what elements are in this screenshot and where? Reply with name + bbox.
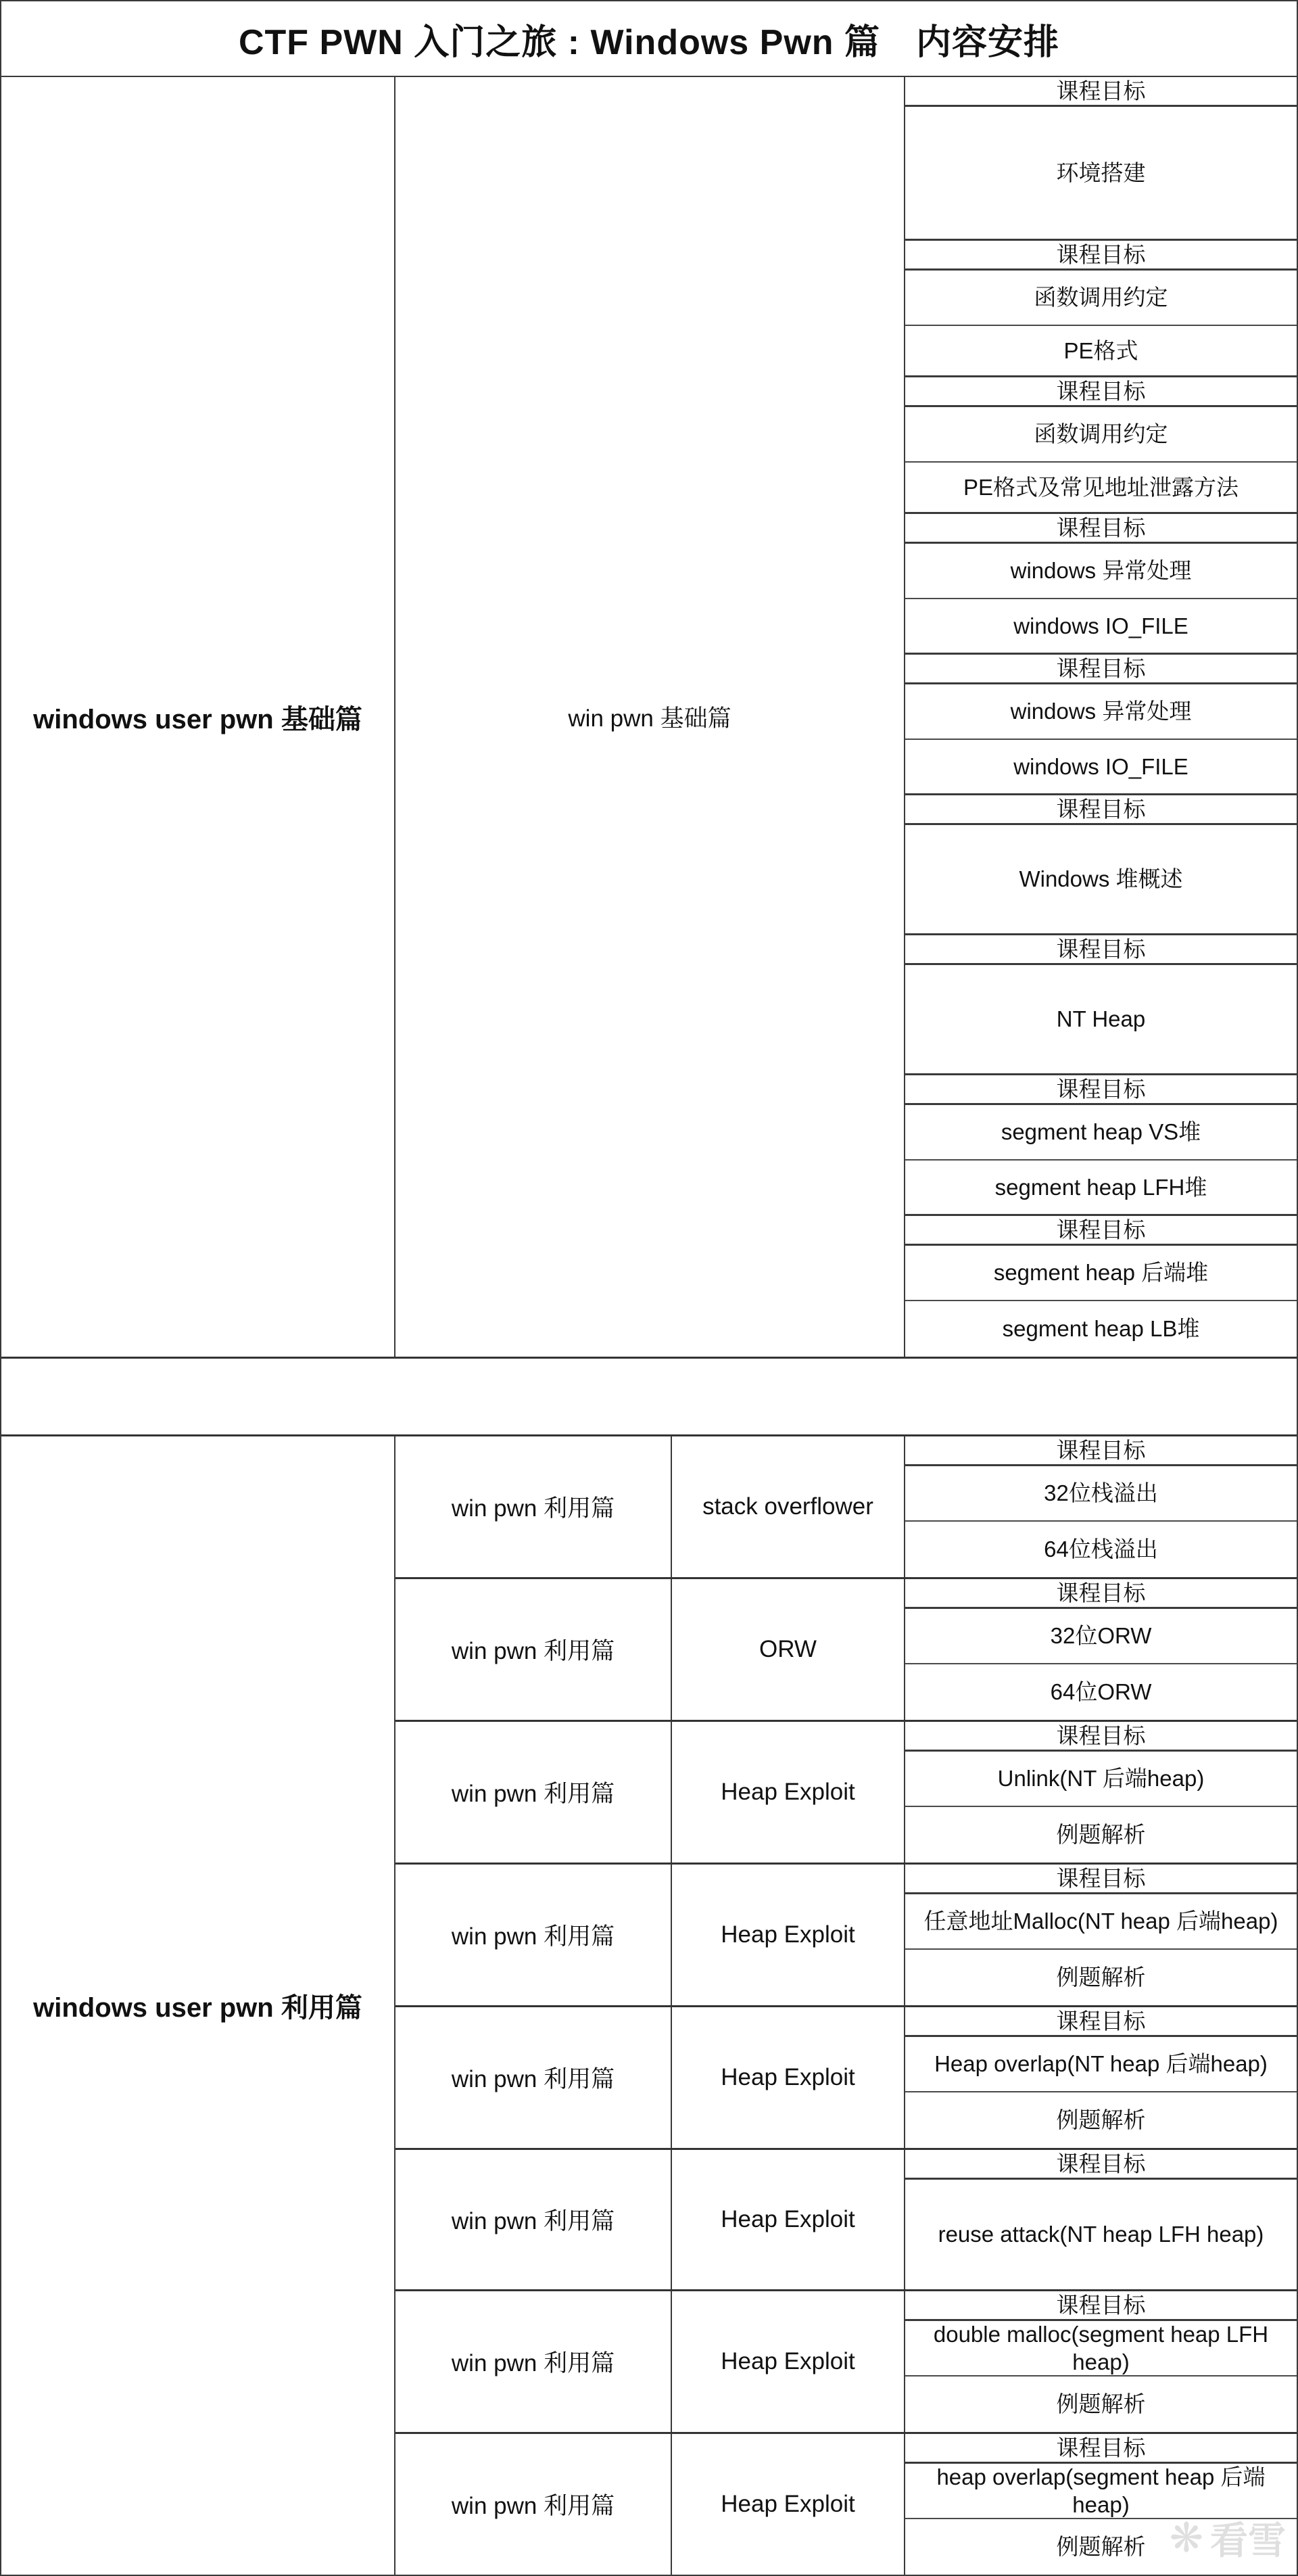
cell-text: Heap Exploit	[721, 2491, 855, 2517]
block-track-cell	[395, 2150, 672, 2289]
cell-text: 课程目标	[1056, 78, 1146, 103]
lesson-row	[905, 2037, 1297, 2092]
block-topic-cell	[672, 1722, 905, 1863]
cell-text: windows 异常处理	[1010, 699, 1192, 724]
lesson-row	[905, 2092, 1297, 2148]
block-track-cell	[395, 1865, 672, 2005]
cell-text: 课程目标	[1056, 2435, 1146, 2460]
objective-row	[905, 77, 1297, 107]
cell-text: win pwn 利用篇	[451, 1495, 615, 1522]
cell-text: 课程目标	[1056, 2151, 1146, 2176]
lesson-row	[905, 1752, 1297, 1807]
cell-text: win pwn 利用篇	[451, 2493, 615, 2519]
cell-text: reuse attack(NT heap LFH heap)	[938, 2222, 1264, 2247]
block-items-column	[905, 2291, 1297, 2432]
cell-text: double malloc(segment heap LFH heap)	[933, 2321, 1269, 2374]
cell-text: win pwn 利用篇	[451, 1781, 615, 1807]
cell-text: windows 异常处理	[1010, 558, 1192, 584]
cell-text: Heap Exploit	[721, 1779, 855, 1805]
cell-text: 课程目标	[1056, 1865, 1146, 1891]
objective-row	[905, 1436, 1297, 1466]
lesson-row	[905, 2321, 1297, 2376]
cell-text: 课程目标	[1056, 515, 1146, 540]
watermark-text: 看雪	[1210, 2519, 1286, 2562]
cell-text: Windows 堆概述	[1019, 866, 1183, 892]
lesson-row	[905, 407, 1297, 463]
cell-text: 32位ORW	[1050, 1623, 1152, 1649]
block-items-column	[905, 2007, 1297, 2148]
cell-text: win pwn 利用篇	[451, 2350, 615, 2376]
cell-text: stack overflower	[702, 1493, 873, 1520]
cell-text: win pwn 利用篇	[451, 1923, 615, 1950]
cell-text: 课程目标	[1056, 2292, 1146, 2318]
exploitation-category-label: windows user pwn 利用篇	[33, 1993, 362, 2023]
cell-text: 课程目标	[1056, 1076, 1146, 1102]
lesson-row	[905, 1246, 1297, 1301]
exploit-block	[395, 2150, 1297, 2291]
cell-text: 例题解析	[1056, 2391, 1146, 2417]
exploit-block	[395, 1436, 1297, 1579]
cell-text: segment heap 后端堆	[993, 1260, 1209, 1286]
block-topic-cell	[672, 2434, 905, 2575]
exploitation-section	[1, 1436, 1297, 2575]
objective-row	[905, 935, 1297, 965]
cell-text: 课程目标	[1056, 936, 1146, 962]
block-track-cell	[395, 1436, 672, 1577]
block-topic-cell	[672, 2007, 905, 2148]
cell-text: 课程目标	[1056, 1437, 1146, 1463]
block-track-cell	[395, 2291, 672, 2432]
objective-row	[905, 514, 1297, 544]
cell-text: 课程目标	[1056, 1580, 1146, 1606]
cell-text: 函数调用约定	[1034, 285, 1168, 310]
lesson-row	[905, 1807, 1297, 1863]
objective-row	[905, 2291, 1297, 2321]
exploit-block	[395, 1722, 1297, 1865]
cell-text: ORW	[759, 1636, 817, 1662]
lesson-row	[905, 107, 1297, 241]
objective-row	[905, 377, 1297, 407]
lesson-row	[905, 326, 1297, 377]
cell-text: Heap Exploit	[721, 2206, 855, 2232]
block-items-column	[905, 1865, 1297, 2005]
cell-text: Heap Exploit	[721, 2064, 855, 2090]
objective-row	[905, 241, 1297, 271]
block-items-column	[905, 1722, 1297, 1863]
objective-row	[905, 1865, 1297, 1894]
block-track-cell	[395, 1579, 672, 1720]
basics-category-cell	[1, 77, 395, 1357]
cell-text: PE格式	[1063, 337, 1138, 363]
cell-text: 例题解析	[1056, 2534, 1146, 2560]
cell-text: NT Heap	[1056, 1006, 1146, 1032]
block-track-cell	[395, 1722, 672, 1863]
cell-text: segment heap LB堆	[1002, 1316, 1200, 1342]
cell-text: windows IO_FILE	[1013, 753, 1188, 779]
block-items-column	[905, 1579, 1297, 1720]
lesson-row	[905, 1466, 1297, 1522]
lesson-row	[905, 1609, 1297, 1664]
title-row	[1, 1, 1297, 77]
lesson-row	[905, 1105, 1297, 1161]
lesson-row	[905, 271, 1297, 326]
lesson-row	[905, 684, 1297, 740]
lesson-row	[905, 740, 1297, 795]
objective-row	[905, 2434, 1297, 2464]
cell-text: 课程目标	[1056, 1217, 1146, 1242]
exploit-block	[395, 2007, 1297, 2150]
cell-text: 64位ORW	[1050, 1679, 1152, 1705]
objective-row	[905, 1722, 1297, 1752]
cell-text: Heap Exploit	[721, 2348, 855, 2374]
objective-row	[905, 1075, 1297, 1105]
cell-text: 课程目标	[1056, 241, 1146, 267]
exploitation-category-cell	[1, 1436, 395, 2575]
lesson-row	[905, 2464, 1297, 2519]
snowflake-icon: ❋	[1169, 2515, 1203, 2560]
lesson-row	[905, 544, 1297, 599]
lesson-row	[905, 1950, 1297, 2005]
block-topic-cell	[672, 2150, 905, 2289]
basics-track-label: win pwn 基础篇	[568, 705, 731, 732]
block-topic-cell	[672, 2291, 905, 2432]
lesson-row	[905, 2180, 1297, 2289]
lesson-row	[905, 599, 1297, 655]
cell-text: 例题解析	[1056, 1965, 1146, 1990]
cell-text: Heap overlap(NT heap 后端heap)	[934, 2051, 1268, 2077]
cell-text: 课程目标	[1056, 378, 1146, 404]
cell-text: PE格式及常见地址泄露方法	[963, 474, 1239, 500]
page-title: CTF PWN 入门之旅 : Windows Pwn 篇 内容安排	[238, 22, 1060, 62]
cell-text: 课程目标	[1056, 655, 1146, 681]
cell-text: 例题解析	[1056, 1822, 1146, 1848]
lesson-row	[905, 1161, 1297, 1216]
basics-lessons-column	[905, 77, 1297, 1357]
cell-text: 课程目标	[1056, 796, 1146, 822]
cell-text: win pwn 利用篇	[451, 2208, 615, 2234]
block-topic-cell	[672, 1865, 905, 2005]
cell-text: 64位栈溢出	[1044, 1537, 1158, 1562]
lesson-row	[905, 1301, 1297, 1357]
exploit-block	[395, 2291, 1297, 2434]
block-items-column	[905, 2434, 1297, 2575]
cell-text: windows IO_FILE	[1013, 613, 1188, 638]
cell-text: 例题解析	[1056, 2107, 1146, 2133]
exploit-block	[395, 1865, 1297, 2007]
basics-section	[1, 77, 1297, 1357]
lesson-row	[905, 1894, 1297, 1950]
cell-text: Heap Exploit	[721, 1921, 855, 1948]
objective-row	[905, 2007, 1297, 2037]
lesson-row	[905, 1522, 1297, 1577]
cell-text: win pwn 利用篇	[451, 1638, 615, 1664]
cell-text: 课程目标	[1056, 2008, 1146, 2034]
basics-track-cell	[395, 77, 905, 1357]
cell-text: 任意地址Malloc(NT heap 后端heap)	[923, 1908, 1278, 1934]
objective-row	[905, 795, 1297, 825]
lesson-row	[905, 1664, 1297, 1720]
block-topic-cell	[672, 1436, 905, 1577]
block-track-cell	[395, 2434, 672, 2575]
cell-text: Unlink(NT 后端heap)	[997, 1766, 1205, 1792]
cell-text: win pwn 利用篇	[451, 2066, 615, 2092]
cell-text: segment heap LFH堆	[994, 1174, 1207, 1200]
block-topic-cell	[672, 1579, 905, 1720]
cell-text: 函数调用约定	[1034, 421, 1168, 447]
block-items-column	[905, 2150, 1297, 2289]
cell-text: 课程目标	[1056, 1723, 1146, 1748]
exploit-block	[395, 1579, 1297, 1722]
spacer-row	[1, 1357, 1297, 1436]
exploitation-blocks-column	[395, 1436, 1297, 2575]
cell-text: segment heap VS堆	[1001, 1119, 1201, 1145]
basics-category-label: windows user pwn 基础篇	[33, 704, 362, 734]
lesson-row	[905, 2519, 1297, 2575]
block-items-column	[905, 1436, 1297, 1577]
block-track-cell	[395, 2007, 672, 2148]
objective-row	[905, 1216, 1297, 1246]
objective-row	[905, 2150, 1297, 2180]
lesson-row	[905, 825, 1297, 935]
lesson-row	[905, 2376, 1297, 2432]
lesson-row	[905, 965, 1297, 1075]
cell-text: 环境搭建	[1056, 160, 1146, 185]
cell-text: heap overlap(segment heap 后端 heap)	[936, 2464, 1266, 2517]
exploit-block	[395, 2434, 1297, 2575]
lesson-row	[905, 463, 1297, 514]
cell-text: 32位栈溢出	[1044, 1480, 1158, 1506]
objective-row	[905, 655, 1297, 684]
objective-row	[905, 1579, 1297, 1609]
